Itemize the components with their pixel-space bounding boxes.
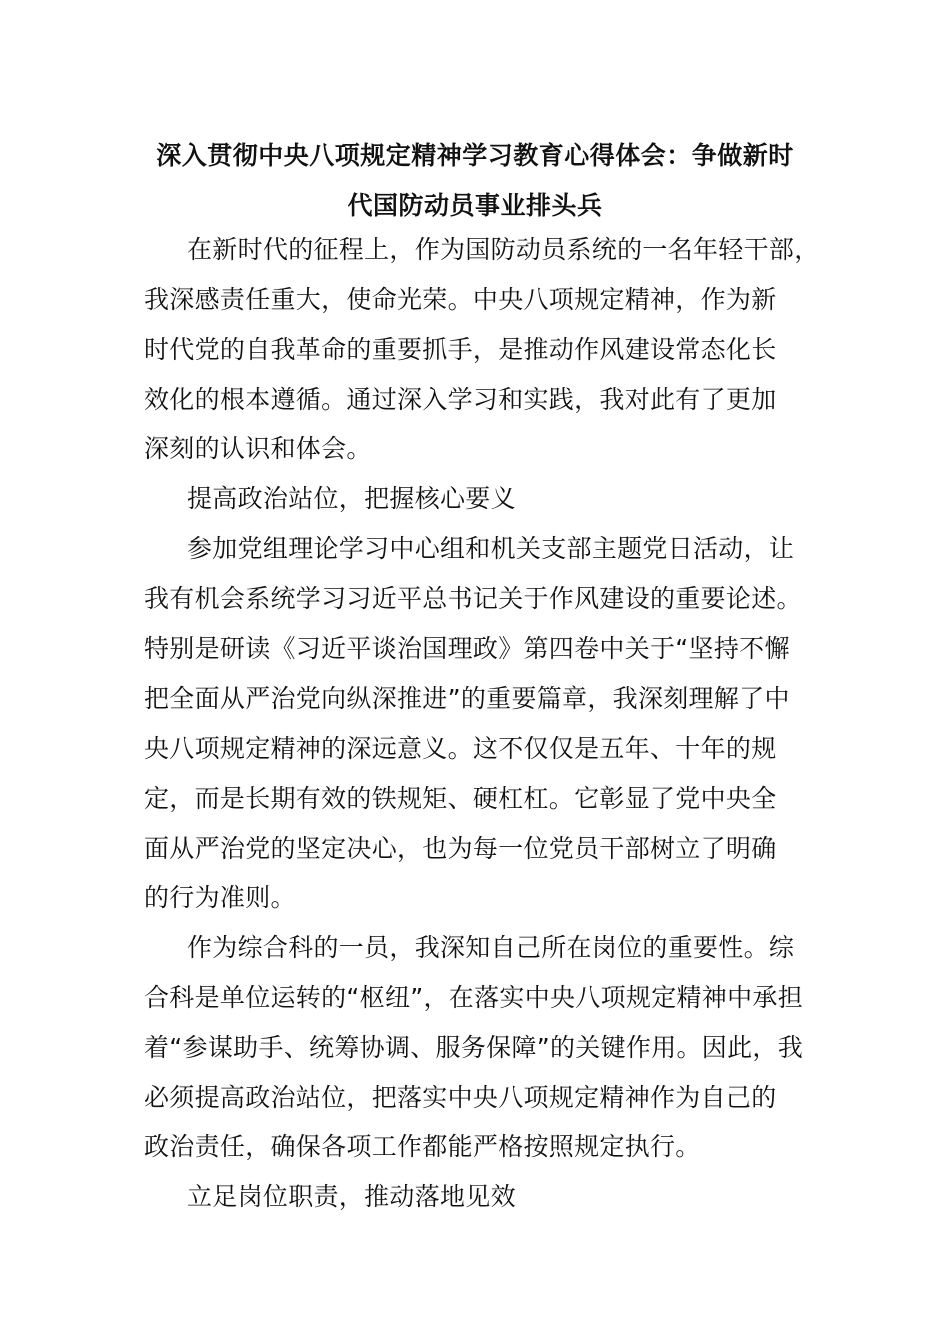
paragraph-2-line-8: 的行为准则。	[144, 883, 296, 912]
paragraph-1-line-2: 我深感责任重大，使命光荣。中央八项规定精神，作为新	[144, 285, 777, 314]
document-title-line-1: 深入贯彻中央八项规定精神学习教育心得体会：争做新时	[156, 141, 794, 170]
paragraph-2-line-7: 面从严治党的坚定决心，也为每一位党员干部树立了明确	[144, 834, 777, 863]
paragraph-3-line-2: 合科是单位运转的“枢纽”，在落实中央八项规定精神中承担	[144, 983, 804, 1012]
paragraph-2-line-2: 我有机会系统学习习近平总书记关于作风建设的重要论述。	[144, 584, 802, 613]
paragraph-2-line-3: 特别是研读《习近平谈治国理政》第四卷中关于“坚持不懈	[144, 634, 790, 663]
paragraph-2-line-5: 央八项规定精神的深远意义。这不仅仅是五年、十年的规	[144, 734, 777, 763]
paragraph-1-line-4: 效化的根本遵循。通过深入学习和实践，我对此有了更加	[144, 385, 777, 414]
paragraph-3-line-5: 政治责任，确保各项工作都能严格按照规定执行。	[144, 1132, 701, 1161]
paragraph-2-line-1: 参加党组理论学习中心组和机关支部主题党日活动，让	[187, 534, 795, 563]
section-heading-2: 立足岗位职责，推动落地见效	[187, 1182, 516, 1211]
document-title-line-2: 代国防动员事业排头兵	[347, 191, 603, 220]
paragraph-2-line-6: 定，而是长期有效的铁规矩、硬杠杠。它彰显了党中央全	[144, 784, 777, 813]
paragraph-2-line-4: 把全面从严治党向纵深推进”的重要篇章，我深刻理解了中	[144, 684, 790, 713]
paragraph-3-line-3: 着“参谋助手、统筹协调、服务保障”的关键作用。因此，我	[144, 1033, 804, 1062]
paragraph-3-line-1: 作为综合科的一员，我深知自己所在岗位的重要性。综	[187, 933, 795, 962]
paragraph-1-line-3: 时代党的自我革命的重要抓手，是推动作风建设常态化长	[144, 335, 777, 364]
paragraph-3-line-4: 必须提高政治站位，把落实中央八项规定精神作为自己的	[144, 1083, 777, 1112]
section-heading-1: 提高政治站位，把握核心要义	[187, 484, 516, 513]
paragraph-1-line-5: 深刻的认识和体会。	[144, 434, 372, 463]
paragraph-1-line-1: 在新时代的征程上，作为国防动员系统的一名年轻干部，	[187, 235, 820, 264]
